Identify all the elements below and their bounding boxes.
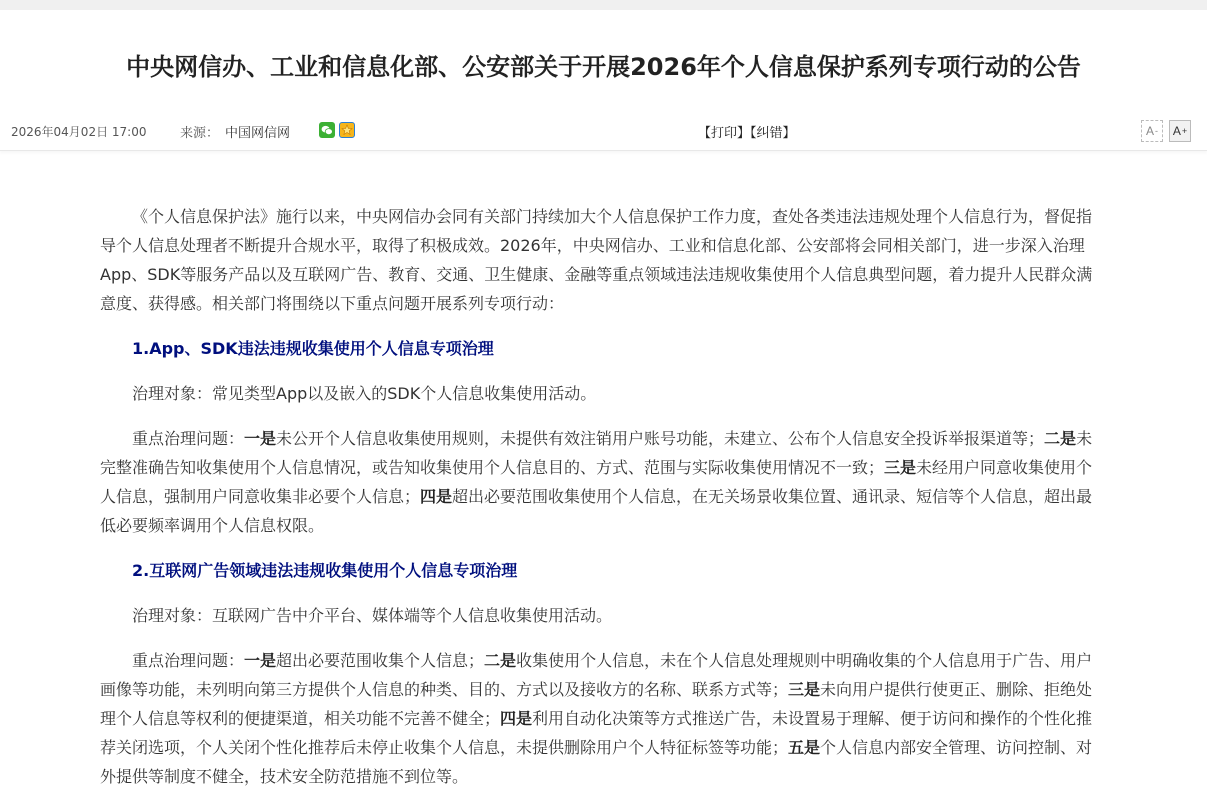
issue-num: 三是 <box>884 458 917 477</box>
section-heading: 1.App、SDK违法违规收集使用个人信息专项治理 <box>132 339 494 358</box>
font-decrease-button[interactable]: A - <box>1141 120 1163 142</box>
share-buttons <box>319 122 355 138</box>
issue-num: 五是 <box>788 738 821 757</box>
source-label: 来源： <box>180 126 220 141</box>
font-decrease-label: A <box>1145 124 1154 138</box>
font-increase-label: A <box>1172 124 1181 138</box>
top-bar <box>0 0 1207 10</box>
section-target: 治理对象：常见类型App以及嵌入的SDK个人信息收集使用活动。 <box>132 384 597 403</box>
page-title: 中央网信办、工业和信息化部、公安部关于开展2026年个人信息保护系列专项行动的公告 <box>126 53 1081 81</box>
section-issues <box>100 646 1102 791</box>
issue-text: 个人信息内部安全管理、访问控制、对外提供等制度不健全，技术安全防范措施不到位等。 <box>100 738 1093 786</box>
wechat-icon[interactable] <box>319 122 335 138</box>
article-body <box>100 202 1102 807</box>
article-meta-bar <box>0 112 1207 151</box>
source <box>180 122 290 141</box>
publish-date: 2026年04月02日 17:00 <box>11 125 147 139</box>
issues-label: 重点治理问题： <box>132 651 245 670</box>
issue-num: 二是 <box>484 651 517 670</box>
source-name: 中国网信网 <box>225 126 291 141</box>
article-actions <box>698 122 796 141</box>
issue-text: 未公开个人信息收集使用规则，未提供有效注销用户账号功能，未建立、公布个人信息安全投诉举报渠道等； <box>276 429 1045 448</box>
issue-num: 二是 <box>1044 429 1077 448</box>
issue-text: 收集使用个人信息，未在个人信息处理规则中明确收集的个人信息用于广告、用户画像等功能，未列明向第三方提供个人信息的种类、目的、方式以及接收方的名称、联系方式等； <box>100 651 1093 699</box>
print-link[interactable]: 【打印】 <box>698 126 751 141</box>
issues-label: 重点治理问题： <box>132 429 245 448</box>
font-increase-button[interactable]: A + <box>1169 120 1191 142</box>
issue-num: 四是 <box>420 487 453 506</box>
section-heading: 2.互联网广告领域违法违规收集使用个人信息专项治理 <box>132 561 518 580</box>
issue-text: 未完整准确告知收集使用个人信息情况，或告知收集使用个人信息目的、方式、范围与实际收集使用情况不一致； <box>100 429 1093 477</box>
issue-num: 一是 <box>244 651 277 670</box>
intro-paragraph: 《个人信息保护法》施行以来，中央网信办会同有关部门持续加大个人信息保护工作力度，查处各类违法违规处理个人信息行为，督促指导个人信息处理者不断提升合规水平，取得了积极成效。2026年，中央网信办、工业和信息化部、公安部将会同相关部门，进一步深入治理App、SDK等服务产品以及互联网广告、教育、交通、卫生健康、金融等重点领域违法违规收集使用个人信息典型问题，着力提升人民群众满意度、获得感。相关部门将围绕以下重点问题开展系列专项行动： <box>100 207 1093 313</box>
issue-text: 超出必要范围收集使用个人信息，在无关场景收集位置、通讯录、短信等个人信息，超出最低必要频率调用个人信息权限。 <box>100 487 1093 535</box>
issue-text: 未向用户提供行使更正、删除、拒绝处理个人信息等权利的便捷渠道，相关功能不完善不健全； <box>100 680 1093 728</box>
section-target: 治理对象：互联网广告中介平台、媒体端等个人信息收集使用活动。 <box>132 606 613 625</box>
issue-text: 超出必要范围收集个人信息； <box>276 651 485 670</box>
section-issues <box>100 424 1102 540</box>
issue-num: 四是 <box>500 709 533 728</box>
issue-text: 利用自动化决策等方式推送广告，未设置易于理解、便于访问和操作的个性化推荐关闭选项，个人关闭个性化推荐后未停止收集个人信息，未提供删除用户个人特征标签等功能； <box>100 709 1093 757</box>
issue-text: 未经用户同意收集使用个人信息，强制用户同意收集非必要个人信息； <box>100 458 1093 506</box>
issue-num: 三是 <box>788 680 821 699</box>
qzone-icon[interactable] <box>339 122 355 138</box>
issue-num: 一是 <box>244 429 277 448</box>
correct-link[interactable]: 【纠错】 <box>750 126 796 141</box>
font-size-controls <box>1141 120 1191 142</box>
